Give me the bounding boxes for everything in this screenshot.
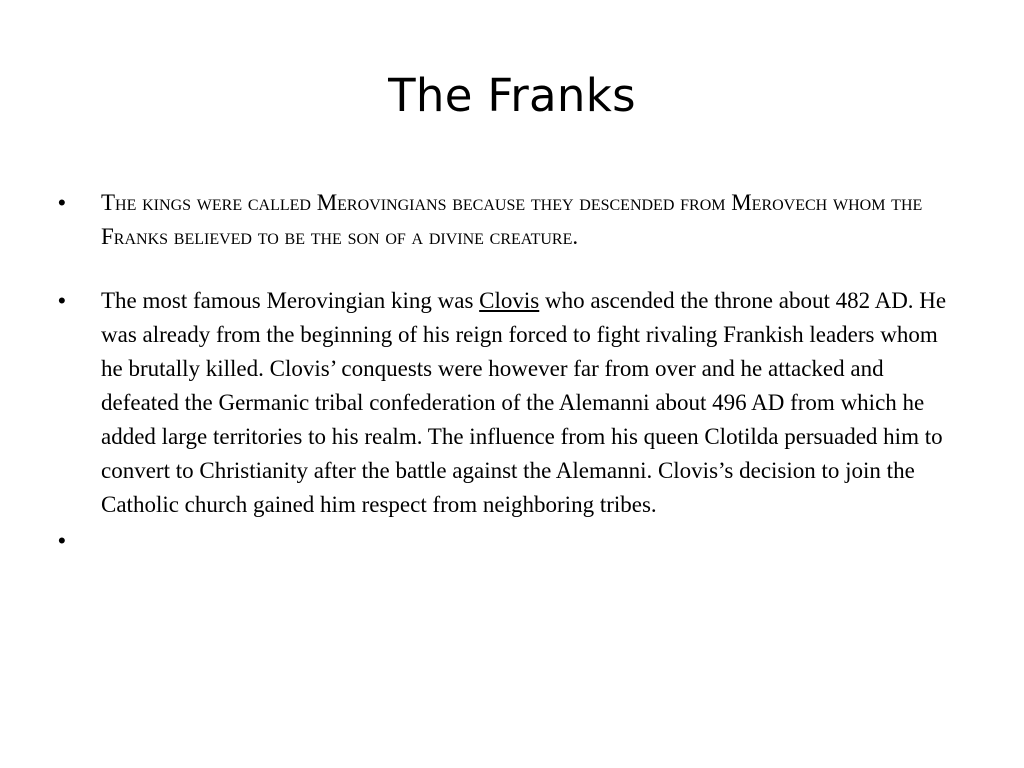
- bullet-text: The kings were called Merovingians because they descended from Merovech whom the Franks believed to be the son of a divine creature.: [101, 190, 923, 249]
- bullet-item-merovingians: [58, 186, 958, 254]
- bullet-item-empty: [58, 524, 958, 558]
- clovis-link[interactable]: Clovis: [479, 288, 540, 313]
- bullet-marker: •: [58, 288, 66, 313]
- bullet-text-start: The most famous Merovingian king was: [101, 288, 480, 313]
- slide-title: The Franks: [388, 69, 636, 122]
- bullet-marker: •: [58, 190, 66, 215]
- bullet-text-end: who ascended the throne about 482 AD. He was already from the beginning of his reign forced to fight rivaling Frankish leaders whom he brutally killed. Clovis’ conquests were however far from over and he attacked and defeated the Germanic tribal confederation of the Alemanni about 496 AD from which he added large territories to his realm. The influence from his queen Clotilda persuaded him to convert to Christianity after the battle against the Alemanni. Clovis’s decision to join the Catholic church gained him respect from neighboring tribes.: [101, 288, 947, 517]
- bullet-list: [58, 186, 958, 558]
- bullet-item-clovis: [58, 284, 958, 522]
- bullet-marker: •: [58, 528, 66, 553]
